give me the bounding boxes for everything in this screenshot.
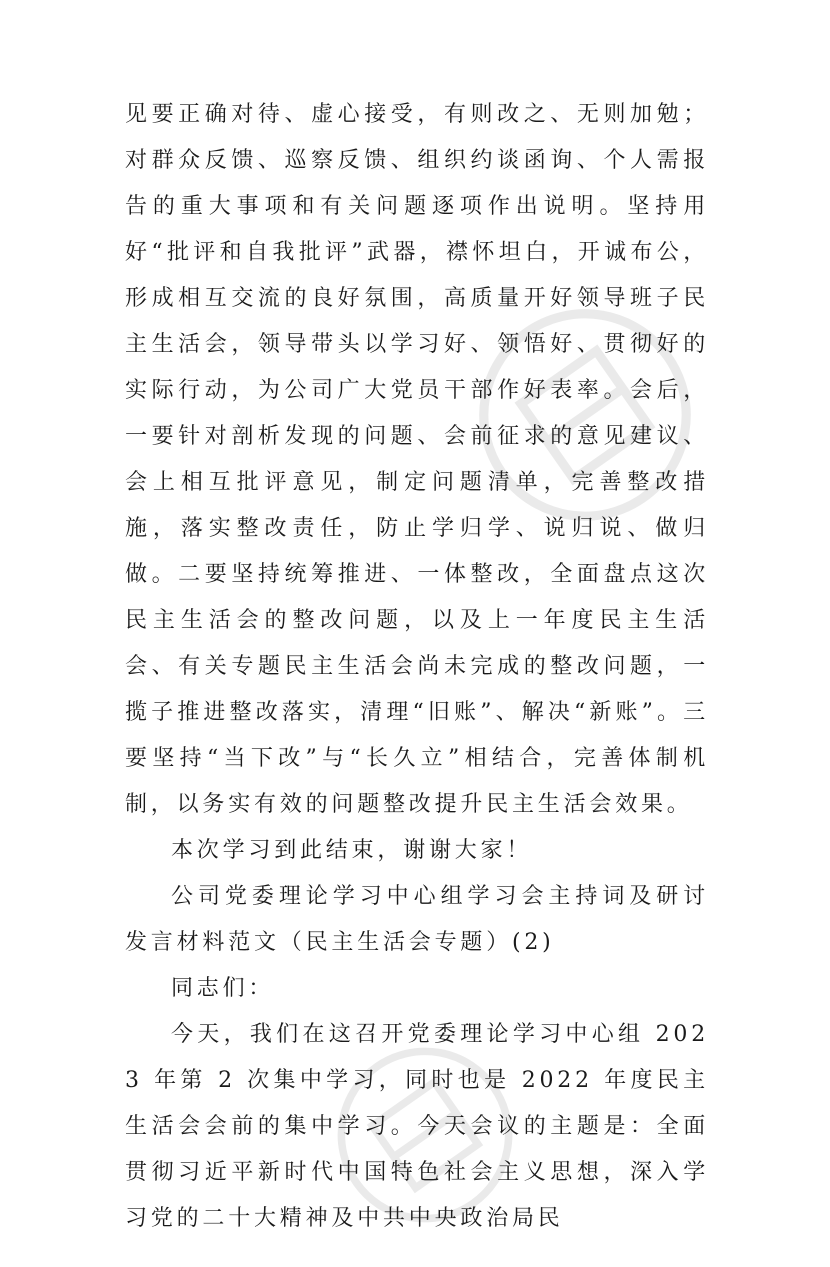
salutation: 同志们： — [171, 976, 275, 1001]
paragraph-closing: 本次学习到此结束，谢谢大家！ — [171, 838, 533, 863]
paragraph-continuation: 见要正确对待、虚心接受，有则改之、无则加勉；对群众反馈、巡察反馈、组织约谈函询、个人需报告的重大事项和有关问题逐项作出说明。坚持用好“批评和自我批评”武器，襟怀坦白，开诚布公，形成相互交流的良好氛围，高质量开好领导班子民主生活会，领导带头以学习好、领悟好、贯彻好的实际行动，为公司广大党员干部作好表率。会后，一要针对剖析发现的问题、会前征求的意见建议、会上相互批评意见，制定问题清单，完善整改措施，落实整改责任，防止学归学、说归说、做归做。二要坚持统筹推进、一体整改，全面盘点这次民主生活会的整改问题，以及上一年度民主生活会、有关专题民主生活会尚未完成的整改问题，一揽子推进整改落实，清理“旧账”、解决“新账”。三要坚持“当下改”与“长久立”相结合，完善体制机制，以务实有效的问题整改提升民主生活会效果。 — [125, 102, 709, 817]
paragraph-opening: 今天，我们在这召开党委理论学习中心组 2023 年第 2 次集中学习，同时也是 2022 年度民主生活会会前的集中学习。今天会议的主题是：全面贯彻习近平新时代中国特色社会主义思想，深入学习党的二十大精神及中共中央政治局民 — [125, 1022, 709, 1231]
document-body — [125, 92, 709, 1242]
section-title: 公司党委理论学习中心组学习会主持词及研讨发言材料范文（民主生活会专题）(2) — [125, 884, 709, 955]
